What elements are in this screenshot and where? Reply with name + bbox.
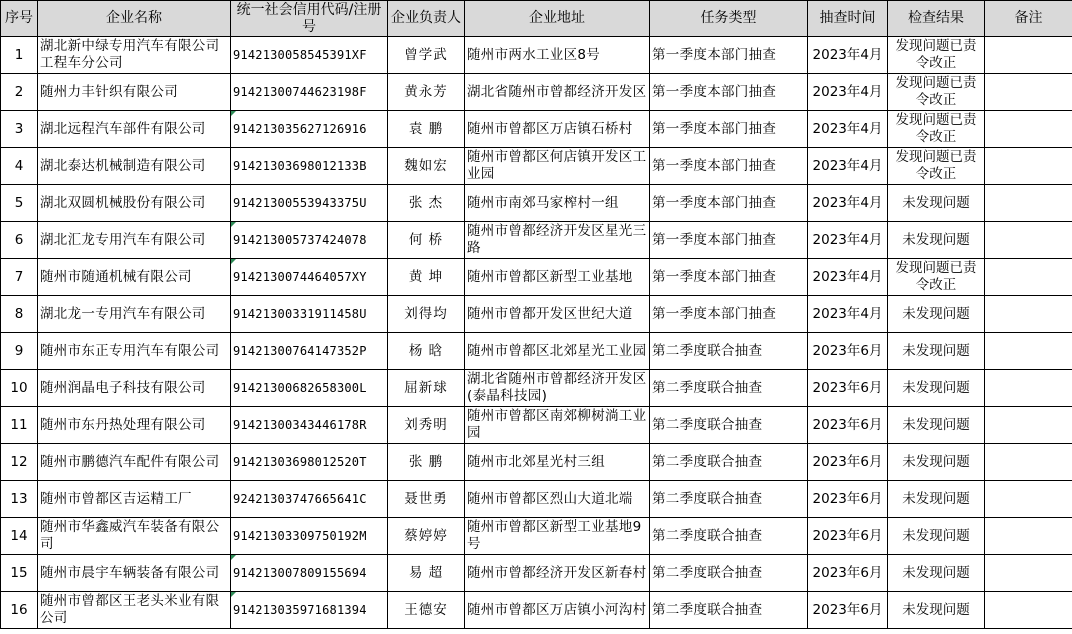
cell-check-result: 发现问题已责令改正: [888, 74, 985, 111]
cell-note: [985, 407, 1072, 444]
cell-no: 5: [1, 185, 38, 222]
cell-check-time: 2023年4月: [808, 148, 888, 185]
cell-note: [985, 37, 1072, 74]
cell-person: 魏如宏: [388, 148, 465, 185]
cell-address: 湖北省随州市曾都经济开发区(泰晶科技园): [465, 370, 650, 407]
col-header-no: 序号: [1, 1, 38, 37]
cell-company-name: 湖北双圆机械股份有限公司: [38, 185, 231, 222]
cell-no: 11: [1, 407, 38, 444]
col-header-code: 统一社会信用代码/注册号: [231, 1, 388, 37]
cell-credit-code: 91421303309750192M: [231, 518, 388, 555]
cell-company-name: 随州市鹏德汽车配件有限公司: [38, 444, 231, 481]
cell-task-type: 第二季度联合抽查: [650, 370, 808, 407]
cell-note: [985, 481, 1072, 518]
cell-check-result: 未发现问题: [888, 296, 985, 333]
cell-task-type: 第一季度本部门抽查: [650, 185, 808, 222]
cell-note: [985, 592, 1072, 629]
cell-person: 曾学武: [388, 37, 465, 74]
cell-check-time: 2023年6月: [808, 444, 888, 481]
cell-no: 13: [1, 481, 38, 518]
cell-note: [985, 333, 1072, 370]
cell-credit-code: 91421300744623198F: [231, 74, 388, 111]
cell-company-name: 随州市东丹热处理有限公司: [38, 407, 231, 444]
cell-address: 随州市曾都开发区世纪大道: [465, 296, 650, 333]
table-row: [1, 148, 1072, 185]
col-header-result: 检查结果: [888, 1, 985, 37]
cell-task-type: 第一季度本部门抽查: [650, 37, 808, 74]
cell-credit-code: 91421300682658300L: [231, 370, 388, 407]
cell-check-result: 未发现问题: [888, 555, 985, 592]
cell-check-result: 发现问题已责令改正: [888, 259, 985, 296]
cell-credit-code: 91421300764147352P: [231, 333, 388, 370]
cell-address: 随州市曾都区新型工业基地: [465, 259, 650, 296]
cell-check-result: 未发现问题: [888, 444, 985, 481]
cell-no: 2: [1, 74, 38, 111]
cell-note: [985, 370, 1072, 407]
table-row: [1, 259, 1072, 296]
cell-person: 杨 晗: [388, 333, 465, 370]
cell-credit-code: 914213007809155694: [231, 555, 388, 592]
table-row: [1, 592, 1072, 629]
cell-check-time: 2023年4月: [808, 185, 888, 222]
cell-credit-code: 91421300331911458U: [231, 296, 388, 333]
cell-company-name: 湖北泰达机械制造有限公司: [38, 148, 231, 185]
cell-note: [985, 296, 1072, 333]
cell-company-name: 湖北新中绿专用汽车有限公司工程车分公司: [38, 37, 231, 74]
cell-company-name: 随州市随通机械有限公司: [38, 259, 231, 296]
cell-task-type: 第一季度本部门抽查: [650, 148, 808, 185]
cell-person: 黄永芳: [388, 74, 465, 111]
cell-check-time: 2023年6月: [808, 407, 888, 444]
cell-company-name: 湖北汇龙专用汽车有限公司: [38, 222, 231, 259]
cell-person: 王德安: [388, 592, 465, 629]
cell-note: [985, 444, 1072, 481]
cell-check-result: 未发现问题: [888, 185, 985, 222]
cell-check-result: 未发现问题: [888, 370, 985, 407]
cell-company-name: 随州市曾都区王老头米业有限公司: [38, 592, 231, 629]
cell-note: [985, 222, 1072, 259]
cell-check-result: 未发现问题: [888, 407, 985, 444]
cell-check-result: 发现问题已责令改正: [888, 111, 985, 148]
cell-person: 张 杰: [388, 185, 465, 222]
table-row: [1, 518, 1072, 555]
cell-no: 8: [1, 296, 38, 333]
cell-check-time: 2023年6月: [808, 333, 888, 370]
cell-address: 随州市曾都区何店镇开发区工业园: [465, 148, 650, 185]
table-row: [1, 555, 1072, 592]
cell-person: 刘得均: [388, 296, 465, 333]
cell-task-type: 第一季度本部门抽查: [650, 259, 808, 296]
cell-company-name: 湖北远程汽车部件有限公司: [38, 111, 231, 148]
cell-check-time: 2023年4月: [808, 74, 888, 111]
cell-address: 随州市两水工业区8号: [465, 37, 650, 74]
cell-credit-code: 91421300553943375U: [231, 185, 388, 222]
cell-credit-code: 9142130058545391XF: [231, 37, 388, 74]
cell-check-result: 未发现问题: [888, 333, 985, 370]
cell-credit-code: 91421303698012133B: [231, 148, 388, 185]
cell-note: [985, 148, 1072, 185]
cell-note: [985, 518, 1072, 555]
cell-address: 随州市北郊星光村三组: [465, 444, 650, 481]
cell-company-name: 随州市华鑫威汽车装备有限公司: [38, 518, 231, 555]
table-row: [1, 296, 1072, 333]
cell-company-name: 随州市曾都区吉运精工厂: [38, 481, 231, 518]
cell-credit-code: 914213035971681394: [231, 592, 388, 629]
cell-address: 随州市曾都区北郊星光工业园: [465, 333, 650, 370]
cell-check-result: 未发现问题: [888, 518, 985, 555]
cell-credit-code: 91421300343446178R: [231, 407, 388, 444]
cell-task-type: 第二季度联合抽查: [650, 518, 808, 555]
cell-address: 随州市曾都经济开发区新春村: [465, 555, 650, 592]
cell-check-time: 2023年4月: [808, 296, 888, 333]
table-row: [1, 74, 1072, 111]
col-header-note: 备注: [985, 1, 1072, 37]
cell-note: [985, 111, 1072, 148]
cell-task-type: 第二季度联合抽查: [650, 444, 808, 481]
col-header-time: 抽查时间: [808, 1, 888, 37]
cell-person: 张 鹏: [388, 444, 465, 481]
cell-check-time: 2023年6月: [808, 370, 888, 407]
table-row: [1, 481, 1072, 518]
cell-note: [985, 74, 1072, 111]
cell-no: 14: [1, 518, 38, 555]
cell-check-time: 2023年6月: [808, 555, 888, 592]
cell-credit-code: 9142130074464057XY: [231, 259, 388, 296]
col-header-task: 任务类型: [650, 1, 808, 37]
cell-check-result: 未发现问题: [888, 222, 985, 259]
cell-address: 随州市曾都经济开发区星光三路: [465, 222, 650, 259]
cell-check-result: 未发现问题: [888, 592, 985, 629]
cell-no: 16: [1, 592, 38, 629]
cell-address: 随州市曾都区新型工业基地9号: [465, 518, 650, 555]
cell-no: 4: [1, 148, 38, 185]
cell-task-type: 第一季度本部门抽查: [650, 111, 808, 148]
col-header-address: 企业地址: [465, 1, 650, 37]
table-row: [1, 407, 1072, 444]
cell-task-type: 第一季度本部门抽查: [650, 222, 808, 259]
table-row: [1, 111, 1072, 148]
cell-company-name: 随州力丰针织有限公司: [38, 74, 231, 111]
cell-check-time: 2023年4月: [808, 37, 888, 74]
cell-note: [985, 259, 1072, 296]
cell-person: 蔡婷婷: [388, 518, 465, 555]
cell-task-type: 第一季度本部门抽查: [650, 296, 808, 333]
cell-check-time: 2023年6月: [808, 518, 888, 555]
cell-no: 9: [1, 333, 38, 370]
cell-person: 屈新球: [388, 370, 465, 407]
cell-company-name: 随州市晨宇车辆装备有限公司: [38, 555, 231, 592]
cell-check-time: 2023年4月: [808, 111, 888, 148]
cell-check-result: 未发现问题: [888, 481, 985, 518]
cell-company-name: 湖北龙一专用汽车有限公司: [38, 296, 231, 333]
table-header-row: [1, 1, 1072, 37]
cell-address: 随州市南郊马家榨村一组: [465, 185, 650, 222]
cell-person: 刘秀明: [388, 407, 465, 444]
table-row: [1, 370, 1072, 407]
cell-address: 随州市曾都区万店镇石桥村: [465, 111, 650, 148]
cell-check-time: 2023年4月: [808, 259, 888, 296]
cell-check-time: 2023年4月: [808, 222, 888, 259]
cell-credit-code: 914213005737424078: [231, 222, 388, 259]
table-row: [1, 333, 1072, 370]
cell-no: 3: [1, 111, 38, 148]
cell-task-type: 第二季度联合抽查: [650, 592, 808, 629]
cell-address: 随州市曾都区烈山大道北端: [465, 481, 650, 518]
cell-task-type: 第二季度联合抽查: [650, 481, 808, 518]
cell-check-result: 发现问题已责令改正: [888, 37, 985, 74]
cell-note: [985, 555, 1072, 592]
cell-person: 黄 坤: [388, 259, 465, 296]
cell-company-name: 随州市东正专用汽车有限公司: [38, 333, 231, 370]
cell-person: 易 超: [388, 555, 465, 592]
cell-no: 12: [1, 444, 38, 481]
cell-credit-code: 92421303747665641C: [231, 481, 388, 518]
col-header-person: 企业负责人: [388, 1, 465, 37]
cell-check-time: 2023年6月: [808, 481, 888, 518]
cell-task-type: 第一季度本部门抽查: [650, 74, 808, 111]
cell-address: 湖北省随州市曾都经济开发区: [465, 74, 650, 111]
cell-task-type: 第二季度联合抽查: [650, 555, 808, 592]
cell-person: 何 桥: [388, 222, 465, 259]
col-header-name: 企业名称: [38, 1, 231, 37]
cell-company-name: 随州润晶电子科技有限公司: [38, 370, 231, 407]
cell-check-time: 2023年6月: [808, 592, 888, 629]
cell-address: 随州市曾都区南郊柳树淌工业园: [465, 407, 650, 444]
cell-check-result: 发现问题已责令改正: [888, 148, 985, 185]
cell-person: 袁 鹏: [388, 111, 465, 148]
cell-credit-code: 914213035627126916: [231, 111, 388, 148]
cell-no: 7: [1, 259, 38, 296]
cell-task-type: 第二季度联合抽查: [650, 333, 808, 370]
table-row: [1, 37, 1072, 74]
cell-credit-code: 91421303698012520T: [231, 444, 388, 481]
cell-no: 15: [1, 555, 38, 592]
cell-task-type: 第二季度联合抽查: [650, 407, 808, 444]
cell-address: 随州市曾都区万店镇小河沟村: [465, 592, 650, 629]
table-row: [1, 444, 1072, 481]
cell-person: 聂世勇: [388, 481, 465, 518]
cell-note: [985, 185, 1072, 222]
cell-no: 6: [1, 222, 38, 259]
table-row: [1, 222, 1072, 259]
cell-no: 1: [1, 37, 38, 74]
cell-no: 10: [1, 370, 38, 407]
table-row: [1, 185, 1072, 222]
